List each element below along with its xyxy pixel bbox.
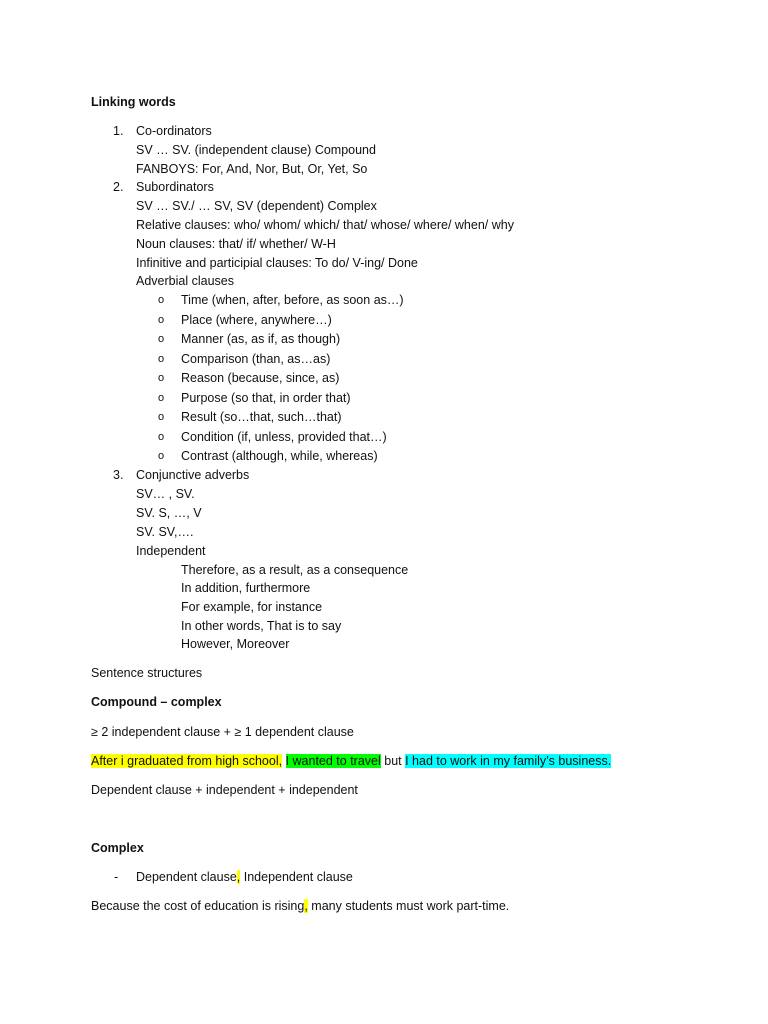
document-title: Linking words xyxy=(91,95,176,109)
complex-item xyxy=(136,869,353,885)
section-3-subline: In other words, That is to say xyxy=(181,619,342,633)
complex-item-dependent: Dependent clause xyxy=(136,870,237,884)
section-1-line: SV … SV. (independent clause) Compound xyxy=(136,143,376,157)
sentence-structures-heading: Sentence structures xyxy=(91,666,203,680)
bullet-marker: o xyxy=(158,450,165,462)
section-1-line: FANBOYS: For, And, Nor, But, Or, Yet, So xyxy=(136,162,368,176)
highlight-independent-clause-1: I wanted to travel xyxy=(285,754,381,768)
bullet-marker: o xyxy=(158,431,165,443)
bullet-marker: o xyxy=(158,294,165,306)
section-3-number: 3. xyxy=(113,468,124,482)
complex-item-independent: Independent clause xyxy=(240,870,353,884)
complex-example-independent: many students must work part-time. xyxy=(307,899,510,913)
bullet-marker: o xyxy=(158,372,165,384)
bullet-marker: o xyxy=(158,353,165,365)
bullet-item: Time (when, after, before, as soon as…) xyxy=(181,293,404,307)
compound-complex-heading: Compound – complex xyxy=(91,695,222,709)
section-2-line: Relative clauses: who/ whom/ which/ that/ whose/ where/ when/ why xyxy=(136,218,514,232)
section-3-line: SV. SV,…. xyxy=(136,525,194,539)
section-2-line: SV … SV./ … SV, SV (dependent) Complex xyxy=(136,199,377,213)
bullet-item: Place (where, anywhere…) xyxy=(181,313,332,327)
complex-example xyxy=(91,898,509,914)
section-3-subline: For example, for instance xyxy=(181,600,323,614)
complex-example-dependent: Because the cost of education is rising xyxy=(91,899,305,913)
bullet-marker: o xyxy=(158,333,165,345)
section-2-line: Noun clauses: that/ if/ whether/ W-H xyxy=(136,237,336,251)
bullet-marker: o xyxy=(158,411,165,423)
complex-dash: - xyxy=(114,870,119,884)
highlight-comma: , xyxy=(236,870,241,884)
highlight-comma: , xyxy=(278,754,283,768)
bullet-item: Result (so…that, such…that) xyxy=(181,410,342,424)
section-3-subline: In addition, furthermore xyxy=(181,581,311,595)
highlight-dependent-clause: After i graduated from high school xyxy=(91,754,279,768)
section-3-line: Independent xyxy=(136,544,206,558)
bullet-item: Manner (as, as if, as though) xyxy=(181,332,341,346)
complex-heading: Complex xyxy=(91,841,144,855)
highlight-independent-clause-2: I had to work in my family’s business. xyxy=(405,754,612,768)
section-2-line: Adverbial clauses xyxy=(136,274,234,288)
bullet-marker: o xyxy=(158,314,165,326)
compound-complex-pattern: Dependent clause + independent + independent xyxy=(91,783,358,797)
section-2-number: 2. xyxy=(113,180,124,194)
bullet-marker: o xyxy=(158,392,165,404)
bullet-item: Reason (because, since, as) xyxy=(181,371,340,385)
section-3-subline: However, Moreover xyxy=(181,637,290,651)
section-3-line: SV. S, …, V xyxy=(136,506,202,520)
section-3-heading: Conjunctive adverbs xyxy=(136,468,250,482)
highlight-comma: , xyxy=(304,899,308,913)
section-3-subline: Therefore, as a result, as a consequence xyxy=(181,563,409,577)
bullet-item: Condition (if, unless, provided that…) xyxy=(181,430,387,444)
section-2-heading: Subordinators xyxy=(136,180,214,194)
section-2-line: Infinitive and participial clauses: To do/ V-ing/ Done xyxy=(136,256,418,270)
conjunction-text: but xyxy=(380,754,406,768)
section-1-heading: Co-ordinators xyxy=(136,124,212,138)
bullet-item: Contrast (although, while, whereas) xyxy=(181,449,378,463)
compound-complex-formula: ≥ 2 independent clause + ≥ 1 dependent clause xyxy=(91,725,354,739)
bullet-item: Comparison (than, as…as) xyxy=(181,352,331,366)
section-1-number: 1. xyxy=(113,124,124,138)
compound-complex-example xyxy=(91,753,611,769)
bullet-item: Purpose (so that, in order that) xyxy=(181,391,351,405)
section-3-line: SV… , SV. xyxy=(136,487,195,501)
